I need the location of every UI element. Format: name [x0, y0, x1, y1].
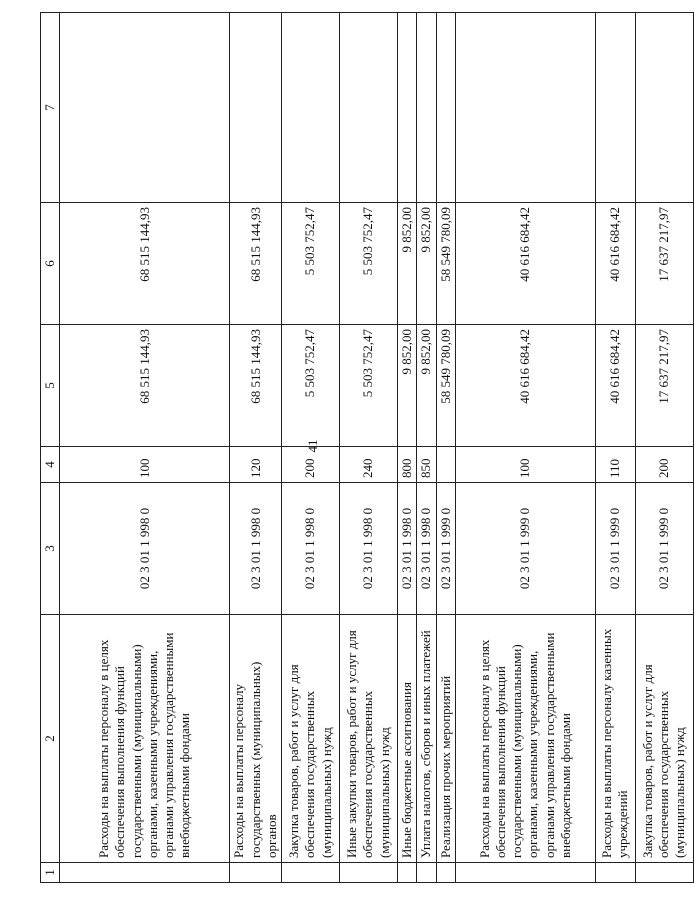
table-row [230, 13, 282, 883]
row-col1-cell [595, 863, 635, 883]
row-col1-cell [60, 863, 230, 883]
table-row [60, 13, 230, 883]
row-col7-cell [417, 13, 436, 203]
row-code-cell: 02 3 01 1 999 0 [635, 483, 693, 615]
row-col1-cell [230, 863, 282, 883]
row-amount-6-cell: 68 515 144,93 [230, 203, 282, 325]
row-col1-cell [340, 863, 398, 883]
row-vr-cell: 850 [417, 447, 436, 483]
col-header-3: 3 [41, 483, 60, 615]
row-col7-cell [398, 13, 417, 203]
row-name-cell: Расходы на выплаты персоналу казенных учреждений [595, 615, 635, 863]
row-col1-cell [436, 863, 455, 883]
row-col1-cell [455, 863, 595, 883]
row-amount-5-cell: 68 515 144,93 [230, 325, 282, 447]
row-amount-6-cell: 40 616 684,42 [595, 203, 635, 325]
table-row [635, 13, 693, 883]
table-row [340, 13, 398, 883]
col-header-5: 5 [41, 325, 60, 447]
row-col7-cell [595, 13, 635, 203]
row-amount-6-cell: 9 852,00 [398, 203, 417, 325]
row-name-cell: Иные бюджетные ассигнования [398, 615, 417, 863]
row-amount-6-cell: 58 549 780,09 [436, 203, 455, 325]
row-amount-5-cell: 40 616 684,42 [595, 325, 635, 447]
row-col7-cell [230, 13, 282, 203]
col-header-4: 4 [41, 447, 60, 483]
row-amount-6-cell: 5 503 752,47 [340, 203, 398, 325]
row-amount-6-cell: 17 637 217,97 [635, 203, 693, 325]
row-amount-5-cell: 17 637 217,97 [635, 325, 693, 447]
row-amount-5-cell: 9 852,00 [417, 325, 436, 447]
row-amount-6-cell: 40 616 684,42 [455, 203, 595, 325]
row-code-cell: 02 3 01 1 998 0 [417, 483, 436, 615]
row-amount-5-cell: 5 503 752,47 [340, 325, 398, 447]
page-number: 41 [305, 439, 320, 453]
header-row [41, 13, 60, 883]
row-name-cell: Иные закупки товаров, работ и услуг для обеспечения государственных (муниципальных) нужд [340, 615, 398, 863]
row-name-cell: Закупка товаров, работ и услуг для обеспечения государственных (муниципальных) нужд [282, 615, 340, 863]
row-amount-5-cell: 68 515 144,93 [60, 325, 230, 447]
row-col1-cell [417, 863, 436, 883]
row-code-cell: 02 3 01 1 998 0 [340, 483, 398, 615]
row-vr-cell: 800 [398, 447, 417, 483]
row-code-cell: 02 3 01 1 999 0 [595, 483, 635, 615]
row-col1-cell [398, 863, 417, 883]
col-header-6: 6 [41, 203, 60, 325]
row-amount-5-cell: 40 616 684,42 [455, 325, 595, 447]
row-name-cell: Расходы на выплаты персоналу государственных (муниципальных) органов [230, 615, 282, 863]
table-row [595, 13, 635, 883]
table-row [282, 13, 340, 883]
row-vr-cell: 100 [455, 447, 595, 483]
row-code-cell: 02 3 01 1 999 0 [455, 483, 595, 615]
row-code-cell: 02 3 01 1 999 0 [436, 483, 455, 615]
row-vr-cell: 200 [282, 447, 340, 483]
row-vr-cell: 240 [340, 447, 398, 483]
table-row [398, 13, 417, 883]
row-vr-cell: 110 [595, 447, 635, 483]
row-name-cell: Реализация прочих мероприятий [436, 615, 455, 863]
table-row [417, 13, 436, 883]
row-amount-5-cell: 9 852,00 [398, 325, 417, 447]
row-code-cell: 02 3 01 1 998 0 [398, 483, 417, 615]
row-code-cell: 02 3 01 1 998 0 [282, 483, 340, 615]
col-header-2: 2 [41, 615, 60, 863]
row-vr-cell: 120 [230, 447, 282, 483]
row-name-cell: Расходы на выплаты персоналу в целях обеспечения выполнения функций государственными (муниципальными) органами, казенными учреждениями, органами управления государственными внебюджетными фондами [60, 615, 230, 863]
row-vr-cell [436, 447, 455, 483]
row-col7-cell [436, 13, 455, 203]
row-amount-5-cell: 5 503 752,47 [282, 325, 340, 447]
table-row [455, 13, 595, 883]
row-amount-5-cell: 58 549 780,09 [436, 325, 455, 447]
row-col7-cell [455, 13, 595, 203]
row-name-cell: Расходы на выплаты персоналу в целях обеспечения выполнения функций государственными (муниципальными) органами, казенными учреждениями, органами управления государственными внебюджетными фондами [455, 615, 595, 863]
row-vr-cell: 200 [635, 447, 693, 483]
budget-table [40, 12, 694, 883]
col-header-7: 7 [41, 13, 60, 203]
row-amount-6-cell: 9 852,00 [417, 203, 436, 325]
col-header-1: 1 [41, 863, 60, 883]
row-col7-cell [635, 13, 693, 203]
row-name-cell: Закупка товаров, работ и услуг для обеспечения государственных (муниципальных) нужд [635, 615, 693, 863]
row-col1-cell [635, 863, 693, 883]
row-col1-cell [282, 863, 340, 883]
row-code-cell: 02 3 01 1 998 0 [60, 483, 230, 615]
row-vr-cell: 100 [60, 447, 230, 483]
rotated-page [40, 13, 688, 883]
row-col7-cell [340, 13, 398, 203]
row-col7-cell [60, 13, 230, 203]
row-code-cell: 02 3 01 1 998 0 [230, 483, 282, 615]
row-amount-6-cell: 68 515 144,93 [60, 203, 230, 325]
row-amount-6-cell: 5 503 752,47 [282, 203, 340, 325]
table-row [436, 13, 455, 883]
row-col7-cell [282, 13, 340, 203]
row-name-cell: Уплата налогов, сборов и иных платежей [417, 615, 436, 863]
